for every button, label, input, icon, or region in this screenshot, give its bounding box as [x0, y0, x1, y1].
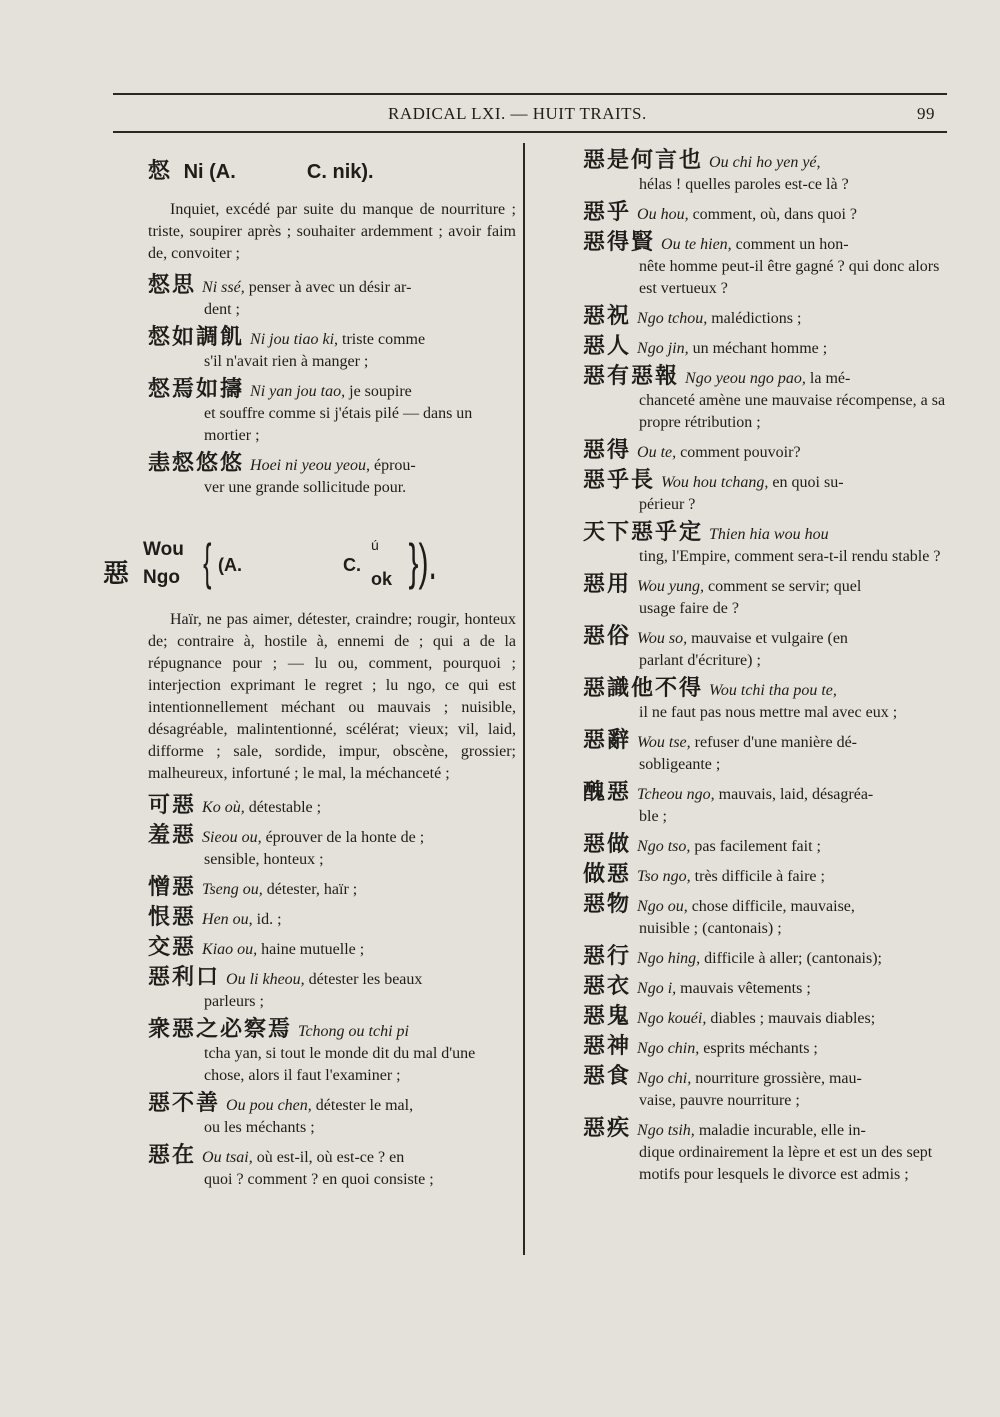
- dictionary-entry: [583, 976, 949, 1000]
- entry-gloss: triste comme: [342, 331, 426, 348]
- entry-gloss-continued: hélas ! quelles paroles est-ce là ?: [639, 176, 849, 193]
- entry-romanization: Ngo chin,: [637, 1040, 700, 1057]
- entry-gloss-continued: périeur ?: [639, 496, 696, 513]
- heading-character: 惡: [103, 559, 130, 589]
- entry-gloss-continued: chanceté amène une mauvaise récompense, a sa propre rétribution ;: [639, 392, 946, 431]
- entry-gloss-continued: quoi ? comment ? en quoi consiste ;: [204, 1171, 434, 1188]
- entry-gloss: je soupire: [349, 383, 412, 400]
- dictionary-entry: [583, 522, 949, 568]
- entry-gloss: difficile à aller; (cantonais);: [704, 950, 882, 967]
- entry-gloss: comment un hon-: [735, 236, 849, 253]
- entry-gloss: éprouver de la honte de ;: [265, 829, 425, 846]
- entry-romanization: Wou tchi tha pou te,: [709, 682, 837, 699]
- entry-characters: 惡在: [148, 1143, 197, 1168]
- entry-romanization: Ni yan jou tao,: [250, 383, 346, 400]
- entry-characters: 交惡: [148, 935, 197, 960]
- entry-characters: 恚惄悠悠: [148, 451, 245, 476]
- entry-romanization: Wou tse,: [637, 734, 691, 751]
- entry-gloss: détester le mal,: [315, 1097, 414, 1114]
- compound-list-right: [583, 150, 949, 1186]
- entry-gloss: mauvais vêtements ;: [680, 980, 811, 997]
- dictionary-entry: [148, 275, 516, 321]
- entry-gloss: détestable ;: [248, 799, 322, 816]
- page-number: 99: [917, 104, 935, 123]
- entry-gloss: la mé-: [809, 370, 851, 387]
- entry-gloss-continued: dent ;: [204, 301, 240, 318]
- entry-romanization: Hen ou,: [202, 911, 253, 928]
- dictionary-entry: [583, 232, 949, 300]
- entry-characters: 惡行: [583, 944, 632, 969]
- entry-characters: 惡鬼: [583, 1004, 632, 1029]
- entry-gloss: diables ; mauvais diables;: [710, 1010, 876, 1027]
- heading-character: 惄: [148, 159, 173, 184]
- entry-romanization: Ngo jin,: [637, 340, 689, 357]
- entry-romanization: Tcheou ngo,: [637, 786, 715, 803]
- compound-list-wou: [148, 795, 516, 1191]
- heading-cantonese: C. nik).: [306, 161, 374, 183]
- entry-gloss: comment, où, dans quoi ?: [692, 206, 857, 223]
- entry-gloss-continued: dique ordinairement la lèpre et est un des sept motifs pour lesquels le divorce est admis ;: [639, 1144, 933, 1183]
- entry-gloss: en quoi su-: [772, 474, 844, 491]
- entry-gloss-continued: sensible, honteux ;: [204, 851, 324, 868]
- heading-u: ú: [371, 537, 379, 553]
- dictionary-entry: [583, 864, 949, 888]
- entry-characters: 惡識他不得: [583, 676, 704, 701]
- entry-gloss-continued: il ne faut pas nous mettre mal avec eux ;: [639, 704, 898, 721]
- dictionary-entry: [148, 453, 516, 499]
- dictionary-entry: [148, 825, 516, 871]
- entry-romanization: Tso ngo,: [637, 868, 691, 885]
- column-divider: [523, 143, 525, 1255]
- entry-gloss-continued: sobligeante ;: [639, 756, 721, 773]
- entry-characters: 衆惡之必察焉: [148, 1017, 293, 1042]
- entry-romanization: Wou yung,: [637, 578, 704, 595]
- entry-romanization: Wou hou tchang,: [661, 474, 769, 491]
- dictionary-entry: [148, 379, 516, 447]
- entry-characters: 惡不善: [148, 1091, 221, 1116]
- dictionary-entry: [583, 1118, 949, 1186]
- entry-characters: 天下惡乎定: [583, 520, 704, 545]
- entry-gloss: esprits méchants ;: [703, 1040, 818, 1057]
- definition-ni: Inquiet, excédé par suite du manque de nourriture ; triste, soupirer après ; souhaiter ardemment ; avoir faim de, convoiter ;: [148, 201, 516, 262]
- entry-gloss: malédictions ;: [711, 310, 802, 327]
- entry-characters: 可惡: [148, 793, 197, 818]
- dictionary-entry: [583, 782, 949, 828]
- entry-gloss: chose difficile, mauvaise,: [691, 898, 855, 915]
- entry-heading-ni: [148, 154, 516, 185]
- entry-romanization: Sieou ou,: [202, 829, 262, 846]
- dictionary-entry: [583, 834, 949, 858]
- entry-romanization: Ngo chi,: [637, 1070, 692, 1087]
- entry-romanization: Ni ssé,: [202, 279, 245, 296]
- dictionary-entry: [148, 1019, 516, 1087]
- brace: {: [203, 534, 212, 590]
- dictionary-entry: [148, 1093, 516, 1139]
- dictionary-entry: [148, 907, 516, 931]
- entry-gloss: comment se servir; quel: [707, 578, 862, 595]
- entry-romanization: Kiao ou,: [202, 941, 258, 958]
- compound-list-ni: [148, 275, 516, 499]
- dictionary-entry: [148, 327, 516, 373]
- entry-gloss: comment pouvoir?: [680, 444, 801, 461]
- entry-gloss: où est-il, où est-ce ? en: [256, 1149, 405, 1166]
- entry-gloss-continued: ver une grande sollicitude pour.: [204, 479, 407, 496]
- entry-heading-wou: [103, 534, 516, 609]
- dictionary-entry: [583, 574, 949, 620]
- entry-gloss-continued: ou les méchants ;: [204, 1119, 315, 1136]
- entry-gloss: très difficile à faire ;: [694, 868, 825, 885]
- entry-gloss: détester les beaux: [308, 971, 423, 988]
- dictionary-entry: [583, 1036, 949, 1060]
- header-rule-bottom: [113, 131, 947, 133]
- entry-gloss: éprou-: [373, 457, 416, 474]
- entry-gloss-continued: s'il n'avait rien à manger ;: [204, 353, 369, 370]
- entry-characters: 惄思: [148, 273, 197, 298]
- entry-characters: 醜惡: [583, 780, 632, 805]
- entry-gloss-continued: parlant d'écriture) ;: [639, 652, 761, 669]
- definition-wou: Haïr, ne pas aimer, détester, craindre; rougir, honteux de; contraire à, hostile à, ennemi de ; qui a de la répugnance pour ; — lu ou, comment, pourquoi ; interjection exprimant le regret ; lu ngo, ce qui est intentionnellement méchant ou mauvais ; nuisible, désagréable, malintentionné, scélérat; vieux; vil, laid, difforme ; sale, sordide, impur, obscène, grossier; malheureux, infortuné ; le mal, la méchanceté ;: [148, 611, 516, 782]
- entry-gloss-continued: nête homme peut-il être gagné ? qui donc alors est vertueux ?: [639, 258, 940, 297]
- dictionary-entry: [148, 967, 516, 1013]
- entry-gloss-continued: tcha yan, si tout le monde dit du mal d'une chose, alors il faut l'examiner ;: [204, 1045, 476, 1084]
- entry-characters: 惡是何言也: [583, 148, 704, 173]
- entry-characters: 做惡: [583, 862, 632, 887]
- entry-characters: 惡人: [583, 334, 632, 359]
- dictionary-entry: [583, 306, 949, 330]
- entry-gloss-continued: usage faire de ?: [639, 600, 739, 617]
- entry-characters: 惡物: [583, 892, 632, 917]
- entry-characters: 憎惡: [148, 875, 197, 900]
- entry-gloss: maladie incurable, elle in-: [698, 1122, 866, 1139]
- dictionary-entry: [583, 1066, 949, 1112]
- entry-characters: 惡俗: [583, 624, 632, 649]
- entry-romanization: Ngo tchou,: [637, 310, 708, 327]
- heading-ok: ok: [371, 569, 393, 589]
- dictionary-entry: [583, 336, 949, 360]
- entry-romanization: Ou te,: [637, 444, 677, 461]
- entry-romanization: Ni jou tiao ki,: [250, 331, 339, 348]
- entry-romanization: Ngo yeou ngo pao,: [685, 370, 806, 387]
- closing-paren: }).: [408, 534, 437, 590]
- entry-romanization: Ou hou,: [637, 206, 689, 223]
- dictionary-entry: [583, 366, 949, 434]
- entry-gloss-continued: et souffre comme si j'étais pilé — dans un mortier ;: [204, 405, 473, 444]
- entry-characters: 惄焉如擣: [148, 377, 245, 402]
- entry-gloss: haine mutuelle ;: [261, 941, 365, 958]
- entry-characters: 惡利口: [148, 965, 221, 990]
- entry-gloss: nourriture grossière, mau-: [695, 1070, 862, 1087]
- right-column: [583, 150, 949, 1192]
- entry-characters: 惡衣: [583, 974, 632, 999]
- reading-wou: Wou: [143, 539, 184, 560]
- entry-gloss: mauvaise et vulgaire (en: [691, 630, 848, 647]
- entry-romanization: Ngo hing,: [637, 950, 701, 967]
- dictionary-entry: [148, 795, 516, 819]
- entry-romanization: Wou so,: [637, 630, 688, 647]
- dictionary-entry: [583, 1006, 949, 1030]
- entry-characters: 惡乎長: [583, 468, 656, 493]
- entry-characters: 惡食: [583, 1064, 632, 1089]
- running-header: RADICAL LXI. — HUIT TRAITS.: [388, 104, 647, 123]
- dictionary-entry: [583, 440, 949, 464]
- entry-gloss: mauvais, laid, désagréa-: [718, 786, 874, 803]
- entry-romanization: Ou li kheou,: [226, 971, 305, 988]
- entry-romanization: Ou tsai,: [202, 1149, 253, 1166]
- dictionary-entry: [148, 877, 516, 901]
- entry-gloss-continued: parleurs ;: [204, 993, 264, 1010]
- dictionary-entry: [583, 150, 949, 196]
- entry-characters: 惡祝: [583, 304, 632, 329]
- entry-characters: 惡神: [583, 1034, 632, 1059]
- entry-characters: 惡用: [583, 572, 632, 597]
- entry-romanization: Ko où,: [202, 799, 245, 816]
- left-column: [103, 150, 516, 1197]
- dictionary-entry: [148, 1145, 516, 1191]
- entry-gloss-continued: ting, l'Empire, comment sera-t-il rendu stable ?: [639, 548, 941, 565]
- entry-characters: 羞惡: [148, 823, 197, 848]
- entry-characters: 惡乎: [583, 200, 632, 225]
- entry-characters: 惡做: [583, 832, 632, 857]
- entry-romanization: Ngo kouéi,: [637, 1010, 707, 1027]
- entry-romanization: Tchong ou tchi pi: [298, 1023, 409, 1040]
- entry-gloss: penser à avec un désir ar-: [248, 279, 412, 296]
- entry-romanization: Tseng ou,: [202, 881, 263, 898]
- heading-reading: Ni (A.: [183, 161, 236, 183]
- entry-romanization: Thien hia wou hou: [709, 526, 829, 543]
- dictionary-entry: [583, 202, 949, 226]
- dictionary-entry: [583, 470, 949, 516]
- entry-gloss: un méchant homme ;: [692, 340, 828, 357]
- entry-romanization: Hoei ni yeou yeou,: [250, 457, 370, 474]
- entry-gloss: pas facilement fait ;: [694, 838, 821, 855]
- entry-romanization: Ngo ou,: [637, 898, 688, 915]
- entry-characters: 惄如調飢: [148, 325, 245, 350]
- dictionary-entry: [583, 678, 949, 724]
- entry-romanization: Ngo i,: [637, 980, 677, 997]
- entry-gloss: refuser d'une manière dé-: [694, 734, 858, 751]
- heading-c: C.: [343, 555, 361, 575]
- dictionary-entry: [148, 937, 516, 961]
- entry-gloss: détester, haïr ;: [266, 881, 358, 898]
- entry-romanization: Ngo tsih,: [637, 1122, 695, 1139]
- dictionary-entry: [583, 946, 949, 970]
- entry-romanization: Ngo tso,: [637, 838, 691, 855]
- entry-romanization: Ou pou chen,: [226, 1097, 312, 1114]
- entry-characters: 惡得: [583, 438, 632, 463]
- entry-characters: 惡疾: [583, 1116, 632, 1141]
- entry-characters: 恨惡: [148, 905, 197, 930]
- entry-gloss-continued: ble ;: [639, 808, 667, 825]
- reading-ngo: Ngo: [143, 567, 180, 588]
- heading-a: (A.: [218, 555, 242, 575]
- header-rule-top: [113, 93, 947, 95]
- entry-gloss-continued: nuisible ; (cantonais) ;: [639, 920, 782, 937]
- entry-romanization: Ou te hien,: [661, 236, 732, 253]
- entry-gloss-continued: vaise, pauvre nourriture ;: [639, 1092, 800, 1109]
- entry-characters: 惡有惡報: [583, 364, 680, 389]
- entry-characters: 惡辭: [583, 728, 632, 753]
- entry-gloss: id. ;: [256, 911, 282, 928]
- dictionary-entry: [583, 894, 949, 940]
- dictionary-entry: [583, 626, 949, 672]
- entry-romanization: Ou chi ho yen yé,: [709, 154, 821, 171]
- dictionary-entry: [583, 730, 949, 776]
- entry-characters: 惡得賢: [583, 230, 656, 255]
